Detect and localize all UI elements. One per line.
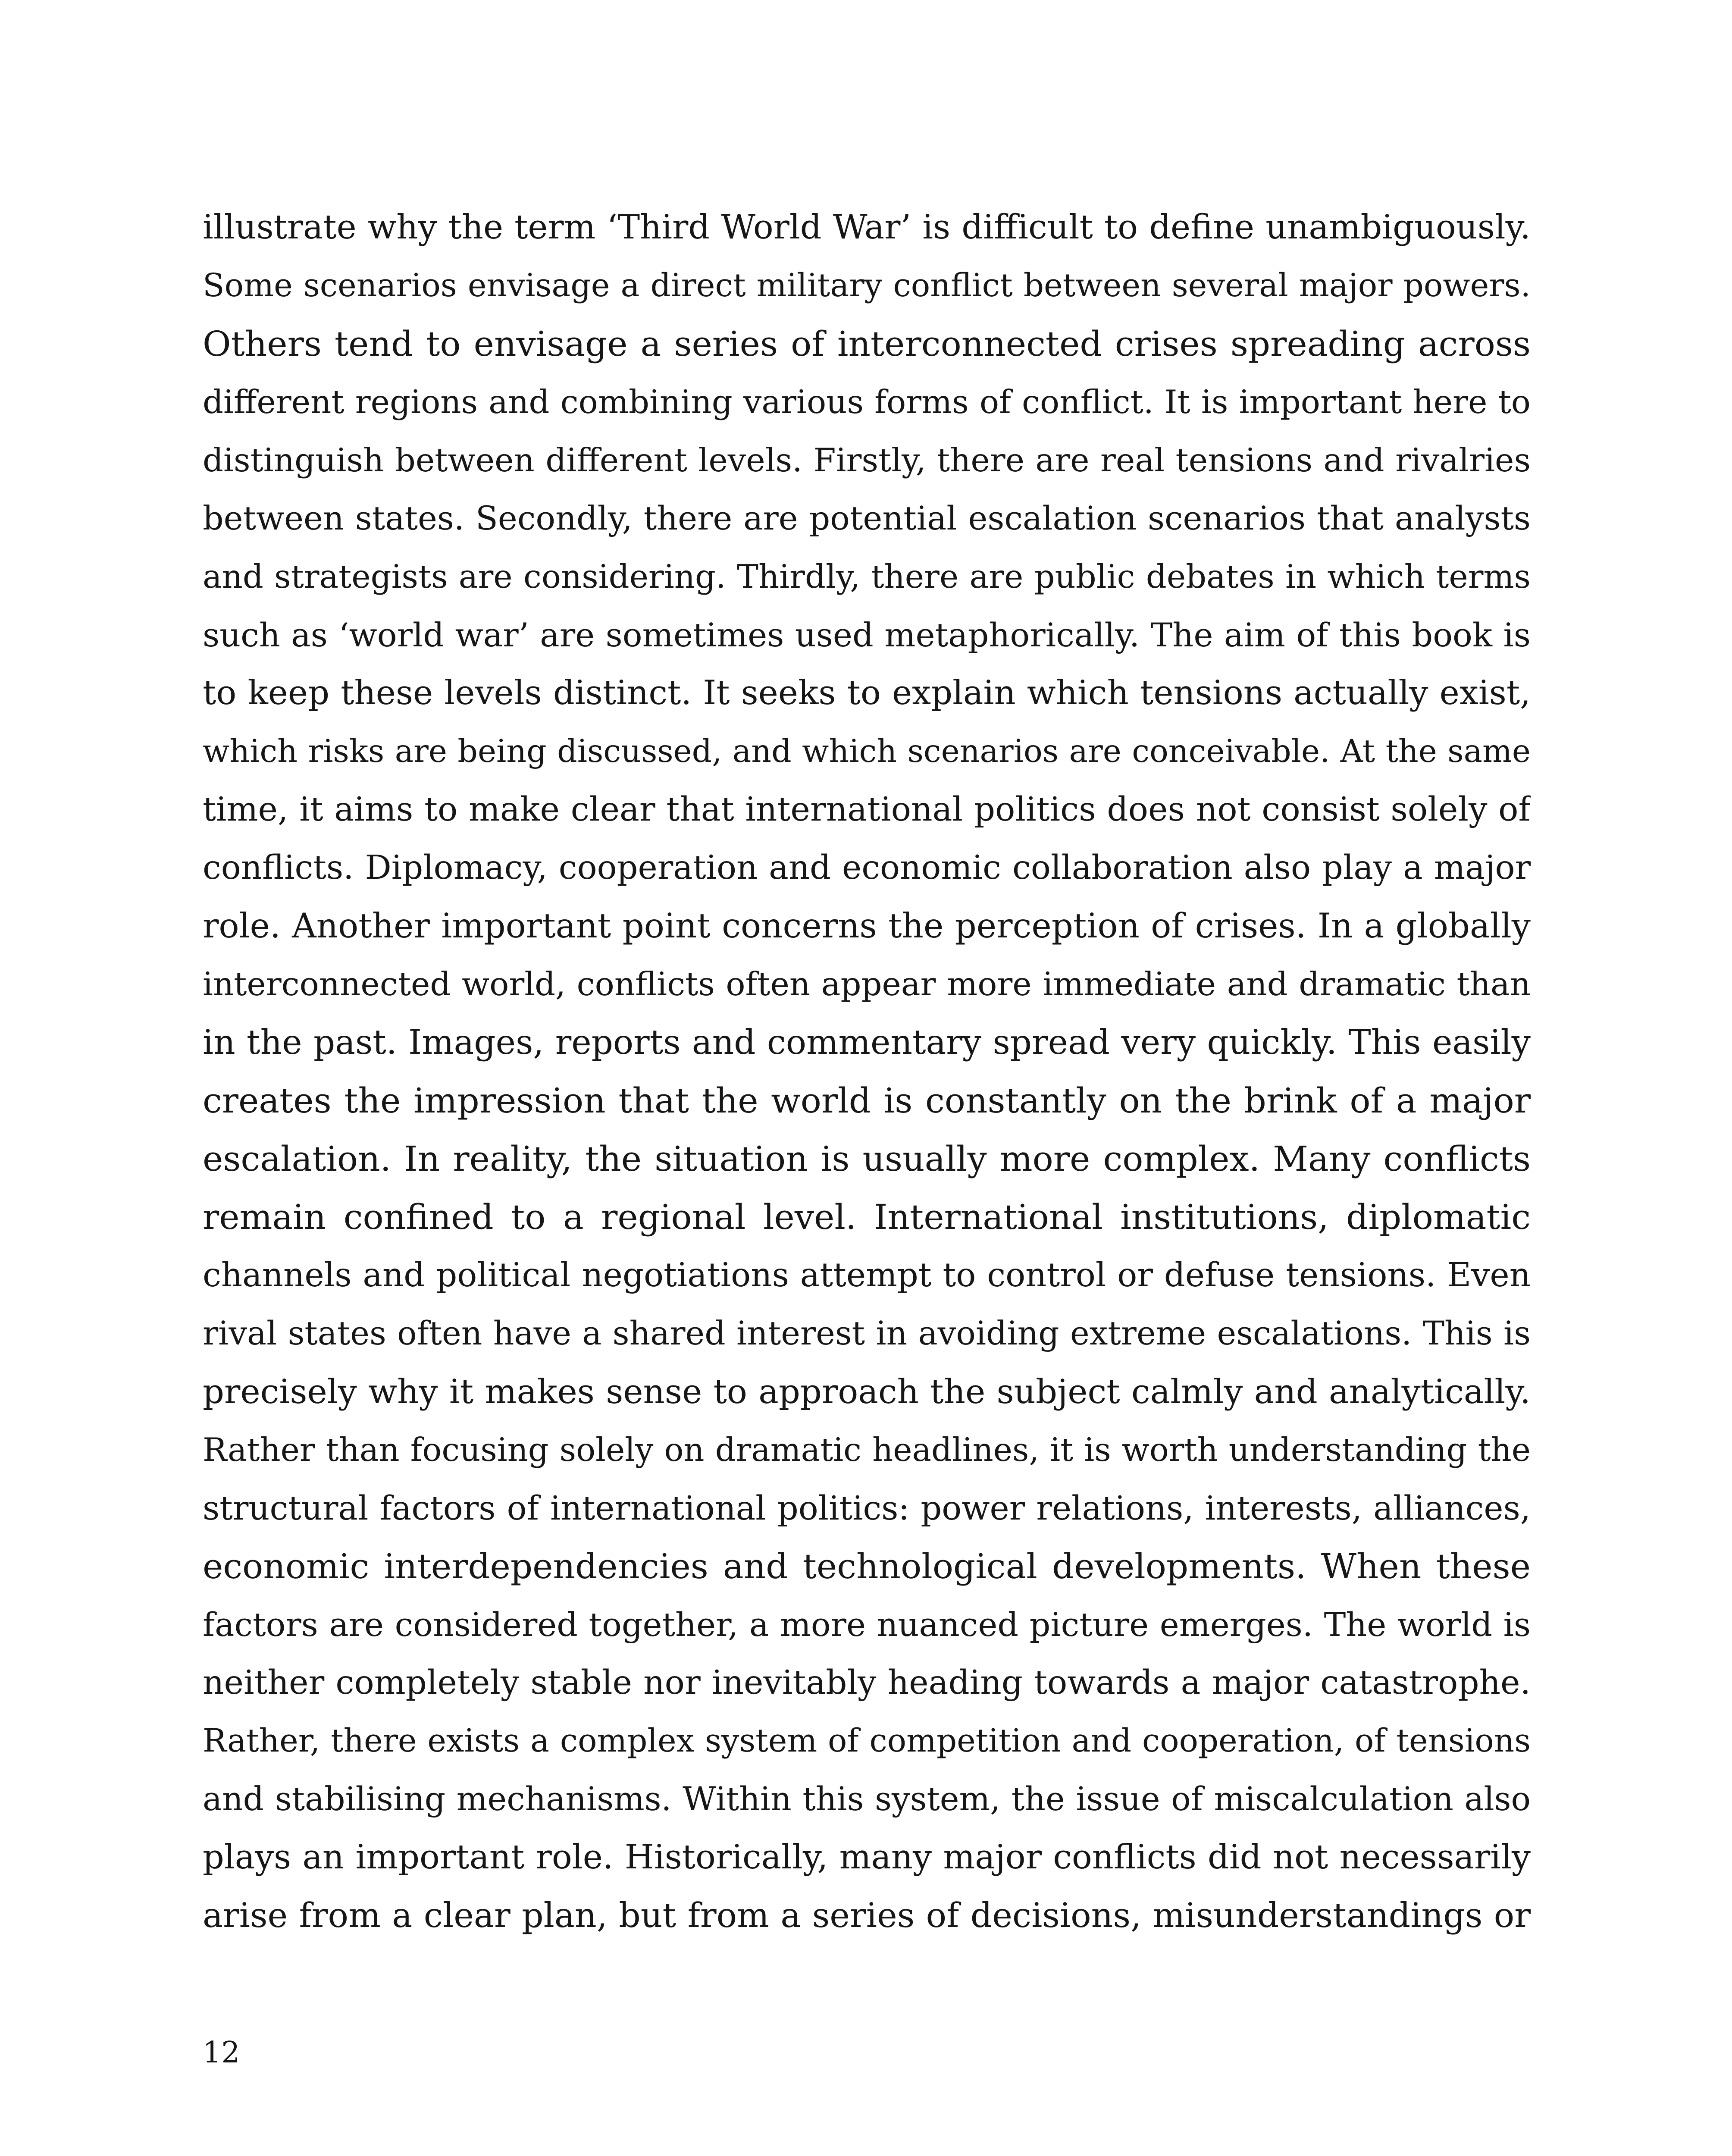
text-line: in the past. Images, reports and commentary spread very quickly. This easily	[203, 1022, 1531, 1062]
text-line: remain confined to a regional level. International institutions, diplomatic	[203, 1197, 1531, 1237]
page-number: 12	[203, 2036, 240, 2070]
text-line: and stabilising mechanisms. Within this system, the issue of miscalculation also	[203, 1780, 1531, 1818]
text-line: escalation. In reality, the situation is usually more complex. Many conflicts	[203, 1139, 1531, 1179]
text-line: conflicts. Diplomacy, cooperation and economic collaboration also play a major	[203, 849, 1531, 887]
text-line: structural factors of international politics: power relations, interests, alliances,	[203, 1489, 1531, 1527]
text-line: Others tend to envisage a series of interconnected crises spreading across	[203, 324, 1531, 364]
text-line: distinguish between different levels. Firstly, there are real tensions and rivalries	[203, 441, 1531, 479]
text-line: arise from a clear plan, but from a series of decisions, misunderstandings or	[203, 1896, 1531, 1935]
text-line: which risks are being discussed, and which scenarios are conceivable. At the same	[203, 733, 1531, 770]
text-line: role. Another important point concerns the perception of crises. In a globally	[203, 906, 1531, 946]
text-line: Rather than focusing solely on dramatic headlines, it is worth understanding the	[203, 1431, 1531, 1469]
text-line: economic interdependencies and technological developments. When these	[203, 1546, 1531, 1586]
text-line: time, it aims to make clear that international politics does not consist solely of	[203, 790, 1531, 829]
text-line: creates the impression that the world is constantly on the brink of a major	[203, 1081, 1531, 1121]
text-line: Rather, there exists a complex system of competition and cooperation, of tensions	[203, 1723, 1531, 1759]
text-line: and strategists are considering. Thirdly, there are public debates in which terms	[203, 558, 1531, 595]
body-text	[203, 198, 1531, 1945]
text-line: different regions and combining various forms of conflict. It is important here to	[203, 383, 1531, 421]
text-line: interconnected world, conflicts often appear more immediate and dramatic than	[203, 965, 1531, 1003]
text-line: precisely why it makes sense to approach the subject calmly and analytically.	[203, 1372, 1531, 1411]
text-line: factors are considered together, a more nuanced picture emerges. The world is	[203, 1605, 1531, 1644]
text-line: to keep these levels distinct. It seeks to explain which tensions actually exist,	[203, 674, 1531, 712]
text-line: channels and political negotiations attempt to control or defuse tensions. Even	[203, 1256, 1531, 1294]
text-line: such as ‘world war’ are sometimes used metaphorically. The aim of this book is	[203, 616, 1531, 654]
text-line: between states. Secondly, there are potential escalation scenarios that analysts	[203, 499, 1531, 537]
text-line: neither completely stable nor inevitably heading towards a major catastrophe.	[203, 1664, 1531, 1702]
text-line: illustrate why the term ‘Third World War’ is difficult to define unambiguously.	[203, 208, 1531, 247]
text-line: Some scenarios envisage a direct military conflict between several major powers.	[203, 267, 1531, 304]
text-line: plays an important role. Historically, many major conflicts did not necessarily	[203, 1838, 1531, 1877]
text-line: rival states often have a shared interest in avoiding extreme escalations. This is	[203, 1314, 1531, 1352]
